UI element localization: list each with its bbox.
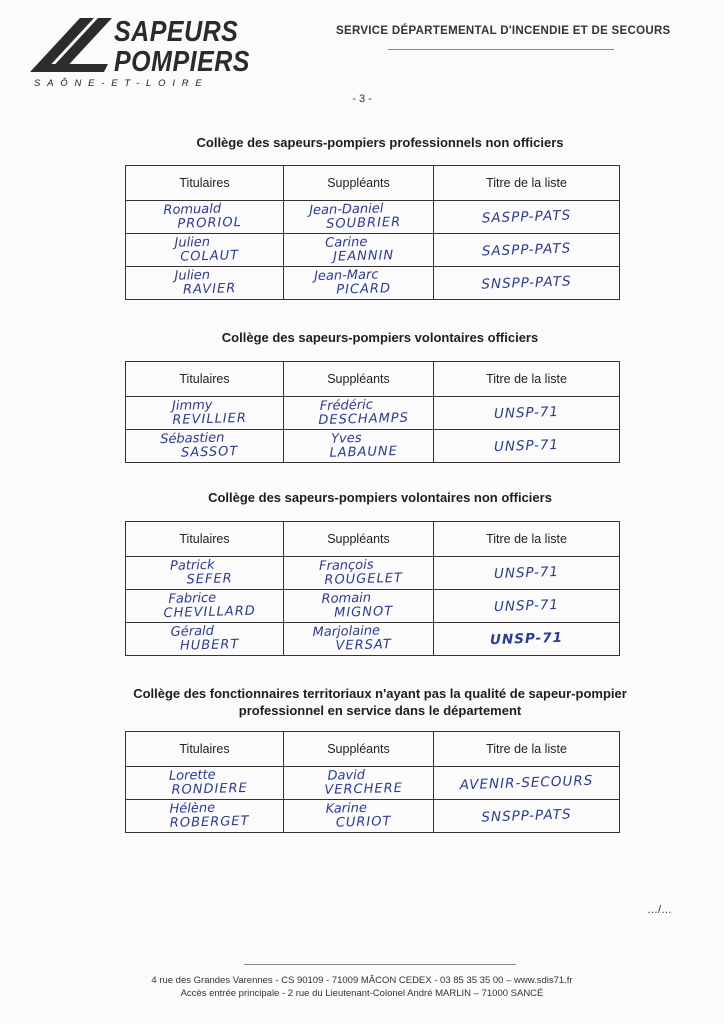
list-title: UNSP-71 xyxy=(489,629,564,649)
list-title: SASPP-PATS xyxy=(481,240,572,260)
column-header-titulaires: Titulaires xyxy=(126,362,284,397)
column-header-suppleants: Suppléants xyxy=(284,732,434,767)
list-title: UNSP-71 xyxy=(493,403,560,423)
table-row xyxy=(126,557,620,590)
titulaire-name: Hélène ROBERGET xyxy=(169,800,250,831)
suppleant-name: Romain MIGNOT xyxy=(321,590,394,621)
titulaire-name: Romuald PRORIOL xyxy=(163,201,243,232)
logo-line2: POMPIERS xyxy=(114,45,250,78)
footer-access: Accès entrée principale - 2 rue du Lieutenant-Colonel André MARLIN – 71000 SANCÉ xyxy=(180,988,544,999)
suppleant-name: David VERCHERE xyxy=(324,767,404,798)
column-header-titulaires: Titulaires xyxy=(126,732,284,767)
flame-stripes-icon xyxy=(28,14,118,76)
suppleant-name: François ROUGELET xyxy=(318,557,404,588)
section-title-line1: Collège des fonctionnaires territoriaux n'ayant pas la qualité de sapeur-pompier xyxy=(133,686,627,701)
suppleant-name: Frédéric DESCHAMPS xyxy=(318,397,410,429)
section-title-professional-non-officers: Collège des sapeurs-pompiers professionnels non officiers xyxy=(196,135,564,150)
column-header-suppleants: Suppléants xyxy=(284,166,434,201)
header-rule xyxy=(388,49,614,50)
titulaire-name: Julien RAVIER xyxy=(174,267,237,298)
continuation-mark: …/… xyxy=(647,904,673,916)
service-title: SERVICE DÉPARTEMENTAL D'INCENDIE ET DE SECOURS xyxy=(336,25,671,37)
suppleant-name: Karine CURIOT xyxy=(325,800,392,831)
table-row xyxy=(126,201,620,234)
table-row xyxy=(126,397,620,430)
list-title: AVENIR-SECOURS xyxy=(459,772,594,794)
table-volunteer-non-officers xyxy=(125,521,620,656)
section-title-territorial-civil-servants xyxy=(60,685,700,719)
page-number: - 3 - xyxy=(352,93,372,105)
list-title: SNSPP-PATS xyxy=(481,273,572,293)
suppleant-name: Yves LABAUNE xyxy=(329,430,399,461)
sdis-logo xyxy=(28,14,250,89)
column-header-suppleants: Suppléants xyxy=(284,362,434,397)
table-row xyxy=(126,430,620,463)
table-row xyxy=(126,234,620,267)
section-title-volunteer-officers: Collège des sapeurs-pompiers volontaires officiers xyxy=(221,330,539,345)
list-title: SNSPP-PATS xyxy=(481,806,572,826)
column-header-liste: Titre de la liste xyxy=(434,522,620,557)
titulaire-name: Julien COLAUT xyxy=(174,234,240,265)
column-header-titulaires: Titulaires xyxy=(126,522,284,557)
table-professional-non-officers xyxy=(125,165,620,300)
column-header-suppleants: Suppléants xyxy=(284,522,434,557)
logo-line1: SAPEURS xyxy=(114,15,239,48)
footer-rule xyxy=(244,964,516,965)
list-title: UNSP-71 xyxy=(493,436,560,456)
list-title: UNSP-71 xyxy=(493,596,560,616)
table-territorial-civil-servants xyxy=(125,731,620,833)
table-row xyxy=(126,800,620,833)
titulaire-name: Jimmy REVILLIER xyxy=(171,397,248,428)
section-title-volunteer-non-officers: Collège des sapeurs-pompiers volontaires non officiers xyxy=(208,490,552,505)
column-header-titulaires: Titulaires xyxy=(126,166,284,201)
table-row xyxy=(126,767,620,800)
list-title: UNSP-71 xyxy=(493,563,560,583)
titulaire-name: Lorette RONDIERE xyxy=(168,767,248,798)
suppleant-name: Jean-Daniel SOUBRIER xyxy=(309,201,402,232)
section-title-line2: professionnel en service dans le département xyxy=(238,703,522,718)
table-row xyxy=(126,590,620,623)
column-header-liste: Titre de la liste xyxy=(434,732,620,767)
logo-subtitle: SAÔNE-ET-LOIRE xyxy=(34,78,209,89)
titulaire-name: Gérald HUBERT xyxy=(170,623,240,654)
table-row xyxy=(126,623,620,656)
column-header-liste: Titre de la liste xyxy=(434,166,620,201)
table-volunteer-officers xyxy=(125,361,620,463)
suppleant-name: Jean-Marc PICARD xyxy=(313,267,392,298)
column-header-liste: Titre de la liste xyxy=(434,362,620,397)
titulaire-name: Sébastien SASSOT xyxy=(160,430,239,461)
suppleant-name: Marjolaine VERSAT xyxy=(312,623,392,654)
footer-address: 4 rue des Grandes Varennes - CS 90109 - 71009 MÂCON CEDEX - 03 85 35 35 00 – www.sdis71.fr xyxy=(151,975,573,986)
titulaire-name: Fabrice CHEVILLARD xyxy=(163,590,256,622)
titulaire-name: Patrick SEFER xyxy=(169,557,233,588)
suppleant-name: Carine JEANNIN xyxy=(324,234,395,265)
table-row xyxy=(126,267,620,300)
list-title: SASPP-PATS xyxy=(481,207,572,227)
